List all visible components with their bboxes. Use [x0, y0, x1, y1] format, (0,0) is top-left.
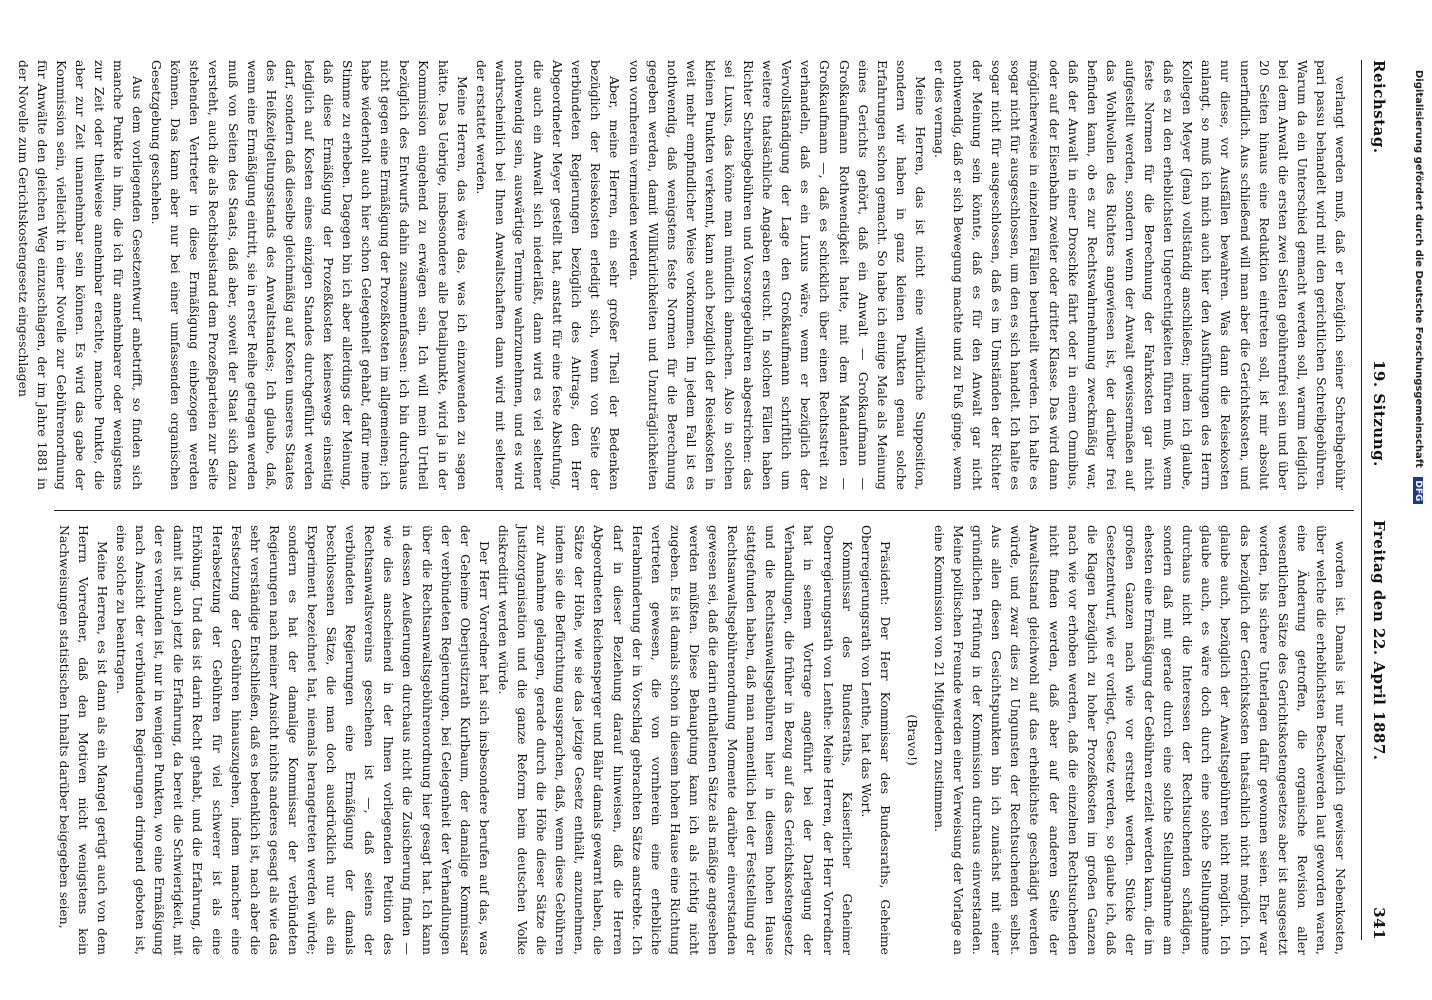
page-number: 341 [1370, 907, 1388, 940]
header-reichstag: Reichstag. [1370, 60, 1388, 154]
left-paragraph: Meine Herren, das ist nicht eine willkürliche Supposition, sondern wir haben in ganz kleinen Punkten genau solche Erfahrungen schon gemacht. So habe ich einige Male als Meinung eines Gerichts gehört, daß ein Anwalt — Großkaufmann — Großkaufmann Rothwendigkeit hatte, mit dem Mandanten — Großkaufmann —, daß es schicklich über einen Rechtsstreit zu verhandeln, daß es ein Luxus wäre, wenn er bezüglich der Vervollständigung der Lage den Großkaufmann schriftlich um weitere thatsächliche Angaben ersucht. In solchen Fällen haben Richter Schreibgebühren und Vorsorgegebühren abgestrichen: das sei Luxus, das könne man mündlich abmachen. Also in solchen kleinen Punkten verkennt, kann auch bezüglich der Reisekosten in weit mehr empfindlicher Weise vorkommen. Im jedem Fall ist es nothwendig, daß wenigstens feste Normen für die Berechnung gegeben werden, damit Willkürlichkeiten und Unzuträglichkeiten von vornherein vermieden werden. [626, 60, 928, 490]
president-speech: Präsident: Der Herr Kommissar des Bundesraths, Geheime Oberregierungsrath von Lenthe, hat das Wort. [858, 525, 893, 955]
interjection-bravo: (Bravo!) [904, 714, 920, 766]
right-column [56, 525, 1350, 955]
header-session: 19. Sitzung. [1370, 360, 1388, 467]
dfg-credit-line: Digitalisierung gefördert durch die Deutsche Forschungsgemeinschaft [1413, 70, 1424, 468]
left-paragraph: verlangt werden muß, daß er bezüglich seiner Schreibgebühr pari passu behandelt wird mit den gerichtlichen Schreibgebühren. Warum da ein Unterschied gemacht werden soll, warum lediglich bei dem Anwalt die ersten zwei Seiten gebührenfrei sein und über 20 Seiten hinaus eine Reduktion eintreten soll, ist mir absolut unerfindlich. Aus schließend will man aber die Gerichtskosten, und nur diese, vor Ausfällen bewahren. Was dann die Reisekosten anlangt, so muß ich mich auch hier den Ausführungen des Herrn Kollegen Meyer (Jena) vollständig anschließen; indem ich glaube, daß es zu den erheblichsten Ungerechtigkeiten führen muß, wenn feste Normen für die Berechnung der Fahrkosten gar nicht aufgestellt werden, sondern wenn der Anwalt gewissermaßen auf das Wohlwollen des Richters angewiesen ist, der darüber frei befinden kann, ob es zur Rechtswahrnehmung zweckmäßig war, daß der Anwalt in einer Droschke fährt oder in einem Omnibus, oder auf der Eisenbahn zweiter oder dritter Klasse. Das wird dann möglicherweise in einzelnen Fällen beurtheilt werden. Ich halte es sogar nicht für ausgeschlossen, um den es sich handelt. Ich halte es sogar nicht für ausgeschlossen, daß es im Umständen der Richter der Meinung sein könnte, daß es für den Anwalt gar nicht nothwendig, daß er sich Bewegung machte und zu Fuß ginge, wenn er dies vermag. [932, 60, 1348, 490]
right-paragraph: worden ist. Damals ist nur bezüglich gewisser Nebenkosten, über welche die erheblichsten Beschwerden laut geworden waren, eine Änderung getroffen, die organische Revision aller wesentlichen Sätze des Gerichtskostengesetzes aber ist ausgesetzt worden, bis sichere Unterlagen dafür gewonnen seien. Eher war das bezüglich der Gerichtskosten thatsächlich nicht möglich. Ich glaube auch, bezüglich der Anwaltsgebühren nicht möglich. Ich glaube auch, es wäre doch durch eine solche Stellungnahme durchaus nicht die Interessen der Rechtsuchenden schädigen, sondern daß mit gerade durch eine solche Stellungnahme am ehesten eine Ermäßigung der Gebühren erzielt werden kann, die im großen Ganzen nach wie vor erstrebt werden. Stücke der Gesetzentwurf, wie er vorliegt, Gesetz werden, so glaube ich, daß die Klagen bezüglich zu hoher Prozeßkosten im großen Ganzen nach wie vor erhoben werden, daß die einzelnen Rechtsuchenden nicht finden werden, daß aber auf der anderen Seite der Anwaltsstand gleichwohl auf das erheblichste geschädigt werden würde, und zwar dies zu Ungunsten der Rechtsuchenden selbst. Aus allen diesen Gesichtspunkten bin ich zunächst mit einer gründlichen Prüfung in der Kommission durchaus einverstanden. Meine politischen Freunde werden einer Verweisung der Vorlage an eine Kommission von 21 Mitgliedern zustimmen. [932, 525, 1348, 955]
page-header [1362, 60, 1392, 940]
header-date: Freitag den 22. April 1887. [1370, 520, 1388, 761]
right-paragraph: Meine Herren, es ist dann als ein Mangel gerügt auch von dem Herrn Vorredner, daß den Motiven nicht wenigstens kein Nachweisungen statistischen Inhalts darüber beigegeben seien, [56, 525, 110, 955]
dfg-badge: DFG [1413, 477, 1423, 504]
left-paragraph: Aber, meine Herren, ein sehr großer Theil der Bedenken bezüglich der Reisekosten erledigt sich, wenn von Seite der verbündeten Regierungen bezüglich des Antrags, den Herr Abgeordneter Meyer gestellt hat, anstatt für eine feste Abstufung, die auch ein Anwalt sich niederläßt, dann wird es viel seltener nothwendig sein, auswärtige Termine wahrzunehmen, und es wird wahrscheinlich bei Ihnen Anwaltschaften dann wird mit seltener der erstattet werden. [473, 60, 623, 490]
left-column [15, 60, 1350, 490]
right-paragraph: Kommissar des Bundesraths, Kaiserlicher Geheimer Oberregierungsrath von Lenthe: Meine Herren, der Herr Vorredner hat in seinem Vortrage angeführt bei der Darlegung der Verhandlungen, die früher in Bezug auf das Gerichtskostengesetz und die Rechtsanwaltsgebühren hier in diesem hohen Hause stattgefunden haben, daß man namentlich bei der Feststellung der Rechtsanwaltsgebührenordnung Momente darüber einverstanden gewesen sei, daß die darin enthaltenen Sätze als mäßige angesehen werden müßten. Diese Behauptung kann ich als richtig nicht zugeben. Es ist damals schon in diesem hohen Hause eine Richtung vertreten gewesen, die von vornherein eine erhebliche Herabminderung der in Vorschlag gebrachten Sätze anstrebte. Ich darf in dieser Beziehung darauf hinweisen, daß die Herren Abgeordneten Reichensperger und Bähr damals gewarnt haben, die Sätze der Höhe, wie sie das jetzige Gesetz enthält, anzunehmen, indem sie die Befürchtung aussprachen, daß, wenn diese Gebühren zur Annahme gelangen, gerade durch die Höhe dieser Sätze die Justizorganisation und die ganze Reform beim deutschen Volke diskreditirt werden würde. [495, 525, 855, 955]
left-paragraph: Meine Herren, das wäre das, was ich einzuwenden zu sagen hätte. Das Uebrige, insbesondere alle Detailpunkte, wird ja in der Kommission eingehend zu erwägen sein. Ich will mein Urtheil bezüglich des Entwurfs dahin zusammenfassen: ich bin durchaus nicht gegen eine Ermäßigung der Prozeßkosten im allgemeinen; ich habe wiederholt auch hier schon Gelegenheit gehabt, dafür meine Stimme zu erheben. Dagegen bin ich aber allerdings der Meinung, daß diese Ermäßigung der Prozeßkosten keineswegs einseitig lediglich auf Kosten eines einzigen Standes durchgeführt werden darf, sondern daß dieselbe gleichmäßig auf Kosten unseres Staates des Heißzeitgeltungsstands des Anwaltstandes; Ich glaube, daß, wenn eine Ermäßigung eintritt, sie in erster Reihe getragen werden muß von Seiten des Staats, daß aber, soweit der Staat sich dazu versteht, auch die als Rechtsbeistand dem Prozeßparteien zur Seite stehenden Vertreter in diese Ermäßigung einbezogen werden können. Das kann aber nur bei einer umfassenden organischen Gesetzgebung geschehen. [149, 60, 470, 490]
right-paragraph: Der Herr Vorredner hat sich insbesondere berufen auf das, was der Geheime Oberjustizrath Kurlbaum, der damalige Kommissar der verbündeten Regierungen, bei Gelegenheit der Verhandlungen über die Rechtsanwaltsgebührenordnung hier gesagt hat. Ich kann in dessen Aeußerungen durchaus nicht die Zusicherung finden — wie dies anscheinend in der Ihnen vorliegenden Petition des Rechtsanwaltsvereins geschehen ist —, daß seitens der verbündeten Regierungen eine Ermäßigung der damals beschlossenen Sätze, die man doch ausdrücklich nur als ein Experiment bezeichnet hat, niemals herangetreten werden würde; sondern es hat der damalige Kommissar der verbündeten Regierungen nach meiner Ansicht nichts anderes gesagt als wie das sehr verständige Entschließen, daß es bedenklich ist, nach aber die Festsetzung der Gebühren hinauszugehen, indem mancher eine Herabsetzung der Gebühren für viel schwerer ist als eine Erhöhung. Und das ist darin Recht gehabt, und die Erfahrung, die damit ist auch jetzt die Erfahrung, da bereit die Schwierigkeit, mit der es verbunden ist, nur in wenigen Punkten, wo eine Ermäßigung nach Ansicht der verbündeten Regierungen dringend geboten ist, eine solche zu beantragen. [114, 525, 492, 955]
dfg-watermark-text [1410, 70, 1424, 930]
left-paragraph: Aus dem vorliegenden Gesetzentwurf anbetrifft, so finden sich manche Punkte in ihm, die ich für annehmbarer oder wenigstens zur Zeit oder theilweise annehmbar erachte, manche Punkte, die aber zur Zeit unannehmbar sein können. Es wird das gabe der Kommission sein, vielleicht in einer Novelle zur Gebührenordnung für Anwälte den gleichen Weg einzuschlagen, der im Jahre 1881 in der Novelle zum Gerichtskostengesetz eingeschlagen [15, 60, 146, 490]
header-rule [1361, 60, 1362, 940]
column-rule [54, 510, 1354, 511]
dfg-watermark [1410, 70, 1424, 930]
